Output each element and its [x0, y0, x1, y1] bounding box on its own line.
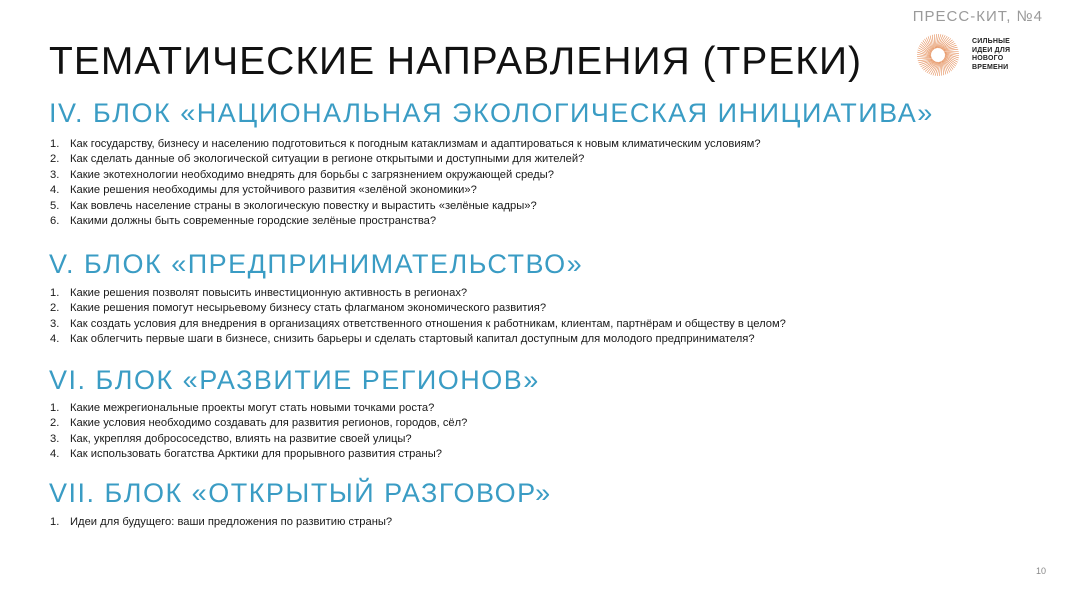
question-list-7	[50, 515, 392, 530]
question-list-6	[50, 401, 467, 463]
list-item: 5. Как вовлечь население страны в экологическую повестку и вырастить «зелёные кадры»?	[50, 199, 537, 212]
block-title-5: V. БЛОК «ПРЕДПРИНИМАТЕЛЬСТВО»	[49, 249, 584, 279]
list-item: 1. Как государству, бизнесу и населению подготовиться к погодным катаклизмам и адаптироваться к новым климатическим условиям?	[50, 138, 761, 150]
list-item: 3. Как, укрепляя добрососедство, влиять на развитие своей улицы?	[50, 432, 412, 445]
page-title: ТЕМАТИЧЕСКИЕ НАПРАВЛЕНИЯ (ТРЕКИ)	[49, 40, 863, 83]
question-list-4	[50, 137, 761, 229]
question-list-5	[50, 286, 786, 348]
list-item: 4. Как облегчить первые шаги в бизнесе, снизить барьеры и сделать стартовый капитал доступным для молодого предпринимателя?	[50, 333, 755, 346]
list-item: 2. Какие решения помогут несырьевому бизнесу стать флагманом экономического развития?	[50, 302, 547, 315]
block-title-7: VII. БЛОК «ОТКРЫТЫЙ РАЗГОВОР»	[49, 478, 552, 508]
block-title-6: VI. БЛОК «РАЗВИТИЕ РЕГИОНОВ»	[49, 365, 540, 395]
page-number: 10	[1035, 566, 1046, 576]
block-title-4: IV. БЛОК «НАЦИОНАЛЬНАЯ ЭКОЛОГИЧЕСКАЯ ИНИЦИАТИВА»	[49, 98, 934, 128]
sun-burst-icon	[910, 32, 966, 78]
logo	[910, 32, 1032, 78]
list-item: 6. Какими должны быть современные городские зелёные пространства?	[50, 215, 437, 228]
list-item: 1. Идеи для будущего: ваши предложения по развитию страны?	[50, 516, 393, 528]
presskit-label: ПРЕСС-КИТ, №4	[912, 8, 1043, 25]
list-item: 1. Какие решения позволят повысить инвестиционную активность в регионах?	[50, 287, 468, 299]
list-item: 3. Какие экотехнологии необходимо внедрять для борьбы с загрязнением окружающей среды?	[50, 168, 554, 181]
list-item: 4. Как использовать богатства Арктики для прорывного развития страны?	[50, 448, 442, 461]
list-item: 2. Как сделать данные об экологической ситуации в регионе открытыми и доступными для жителей?	[50, 153, 585, 166]
list-item: 3. Как создать условия для внедрения в организациях ответственного отношения к работникам, клиентам, партнёрам и обществу в целом?	[50, 317, 786, 330]
list-item: 4. Какие решения необходимы для устойчивого развития «зелёной экономики»?	[50, 184, 477, 197]
list-item: 1. Какие межрегиональные проекты могут стать новыми точками роста?	[50, 402, 435, 414]
list-item: 2. Какие условия необходимо создавать для развития регионов, городов, сёл?	[50, 417, 468, 430]
logo-text: СИЛЬНЫЕ ИДЕИ ДЛЯ НОВОГО ВРЕМЕНИ	[972, 38, 1011, 71]
